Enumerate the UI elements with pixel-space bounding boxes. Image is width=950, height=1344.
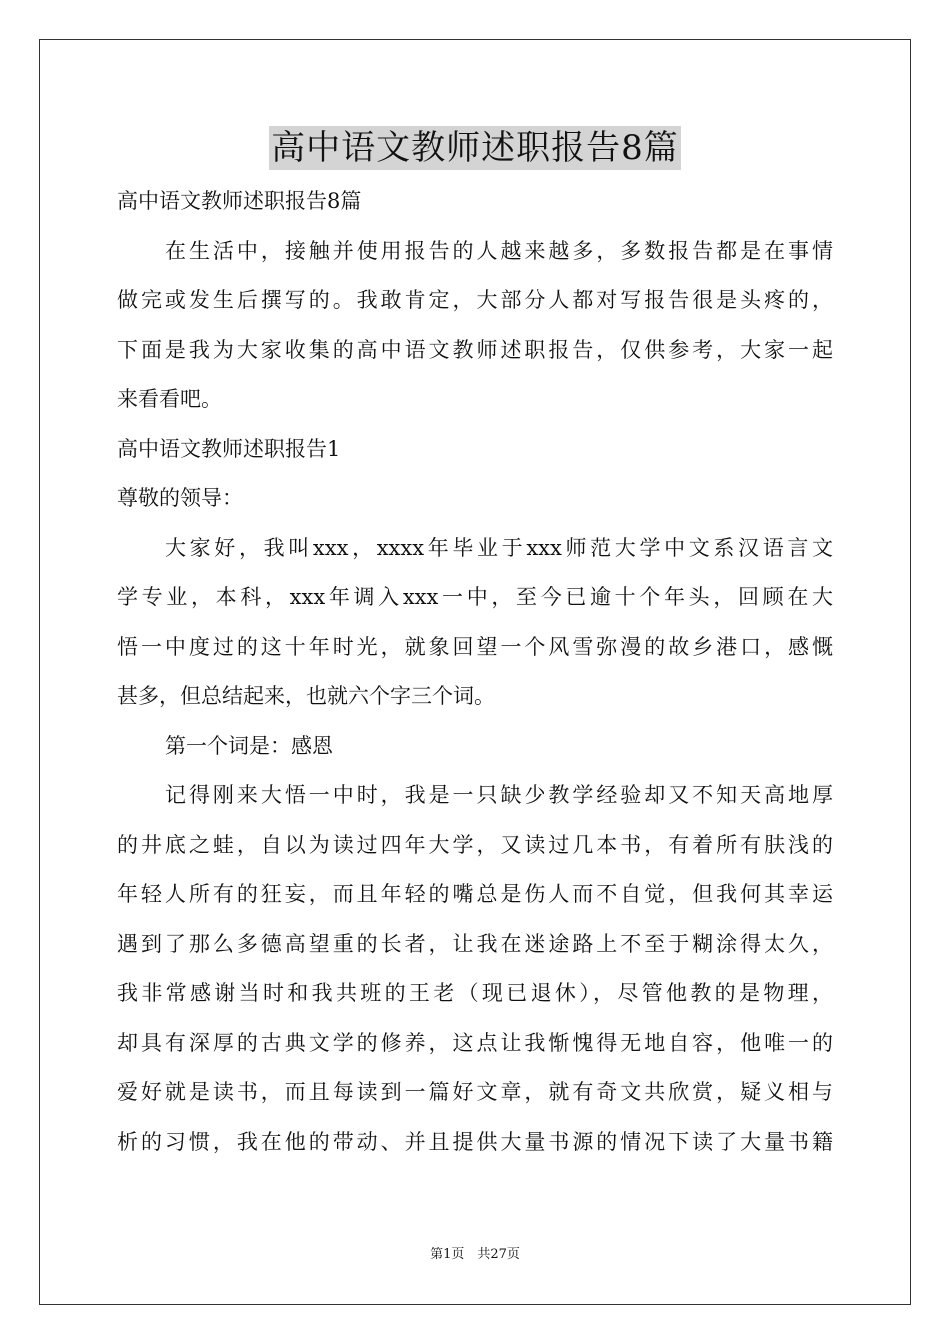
title-container <box>0 126 950 170</box>
body-line: 学专业，本科，xxx年调入xxx一中，至今已逾十个年头，回顾在大 <box>117 585 833 609</box>
body-line: 的井底之蛙，自以为读过四年大学，又读过几本书，有着所有肤浅的 <box>117 832 833 857</box>
document-body <box>117 177 833 1167</box>
body-line: 第一个词是：感恩 <box>165 733 333 758</box>
body-line: 尊敬的领导： <box>117 486 243 510</box>
body-line: 做完或发生后撰写的。我敢肯定，大部分人都对写报告很是头疼的， <box>117 288 833 312</box>
body-line: 年轻人所有的狂妄，而且年轻的嘴总是伤人而不自觉，但我何其幸运 <box>117 882 833 906</box>
body-line: 析的习惯，我在他的带动、并且提供大量书源的情况下读了大量书籍 <box>117 1129 833 1154</box>
document-title: 高中语文教师述职报告8篇 <box>271 128 679 168</box>
body-line: 我非常感谢当时和我共班的王老（现已退休），尽管他教的是物理， <box>117 981 833 1005</box>
body-line: 在生活中，接触并使用报告的人越来越多，多数报告都是在事情 <box>165 238 833 263</box>
body-line: 悟一中度过的这十年时光，就象回望一个风雪弥漫的故乡港口，感慨 <box>117 634 833 659</box>
body-line: 甚多，但总结起来，也就六个字三个词。 <box>117 684 495 708</box>
body-line: 爱好就是读书，而且每读到一篇好文章，就有奇文共欣赏，疑义相与 <box>117 1080 833 1104</box>
body-line: 记得刚来大悟一中时，我是一只缺少教学经验却又不知天高地厚 <box>165 783 833 807</box>
body-line: 高中语文教师述职报告8篇 <box>117 189 362 213</box>
body-line: 大家好，我叫xxx，xxxx年毕业于xxx师范大学中文系汉语言文 <box>165 535 833 560</box>
page-footer: 第1页 共27页 <box>430 1247 520 1262</box>
body-line: 来看看吧。 <box>117 387 222 411</box>
body-line: 下面是我为大家收集的高中语文教师述职报告，仅供参考，大家一起 <box>117 337 833 362</box>
body-line: 却具有深厚的古典文学的修养，这点让我惭愧得无地自容，他唯一的 <box>117 1030 833 1055</box>
body-line: 遇到了那么多德高望重的长者，让我在迷途路上不至于糊涂得太久， <box>117 931 833 956</box>
body-line: 高中语文教师述职报告1 <box>117 436 341 461</box>
